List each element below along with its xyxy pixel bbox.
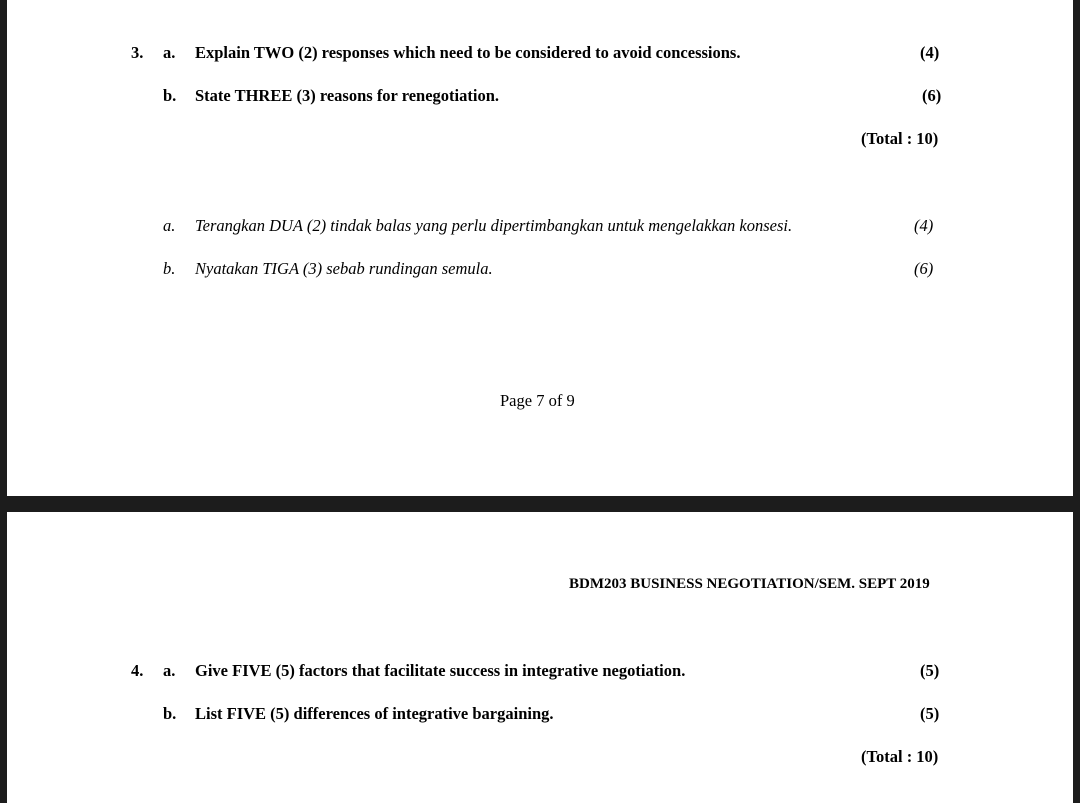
question-4b-letter: b. (163, 704, 177, 723)
question-3a-text: Explain TWO (2) responses which need to be considered to avoid concessions. (195, 43, 741, 62)
question-4-total: (Total : 10) (861, 747, 939, 766)
question-3-total: (Total : 10) (861, 129, 939, 148)
question-4a-text: Give FIVE (5) factors that facilitate success in integrative negotiation. (195, 661, 686, 680)
question-4a-letter: a. (163, 661, 176, 680)
question-3b-text: State THREE (3) reasons for renegotiation. (195, 86, 500, 105)
question-4b-marks: (5) (920, 704, 940, 723)
question-4-number: 4. (131, 661, 144, 680)
question-3a-malay-marks: (4) (914, 216, 934, 235)
question-3b-malay-marks: (6) (914, 259, 934, 278)
question-3b-malay-letter: b. (163, 259, 176, 278)
exam-page-8 (7, 512, 1073, 803)
page-number-footer: Page 7 of 9 (500, 391, 575, 410)
question-3a-marks: (4) (920, 43, 940, 62)
question-3a-malay-letter: a. (163, 216, 176, 235)
question-3a-letter: a. (163, 43, 176, 62)
question-3-number: 3. (131, 43, 144, 62)
question-4b-text: List FIVE (5) differences of integrative bargaining. (195, 704, 554, 723)
exam-page-7 (7, 0, 1073, 496)
question-3b-letter: b. (163, 86, 177, 105)
question-3b-malay-text: Nyatakan TIGA (3) sebab rundingan semula. (195, 259, 493, 278)
course-header: BDM203 BUSINESS NEGOTIATION/SEM. SEPT 2019 (569, 576, 930, 592)
question-3b-marks: (6) (922, 86, 942, 105)
question-3a-malay-text: Terangkan DUA (2) tindak balas yang perlu dipertimbangkan untuk mengelakkan konsesi. (195, 216, 793, 235)
question-4a-marks: (5) (920, 661, 940, 680)
